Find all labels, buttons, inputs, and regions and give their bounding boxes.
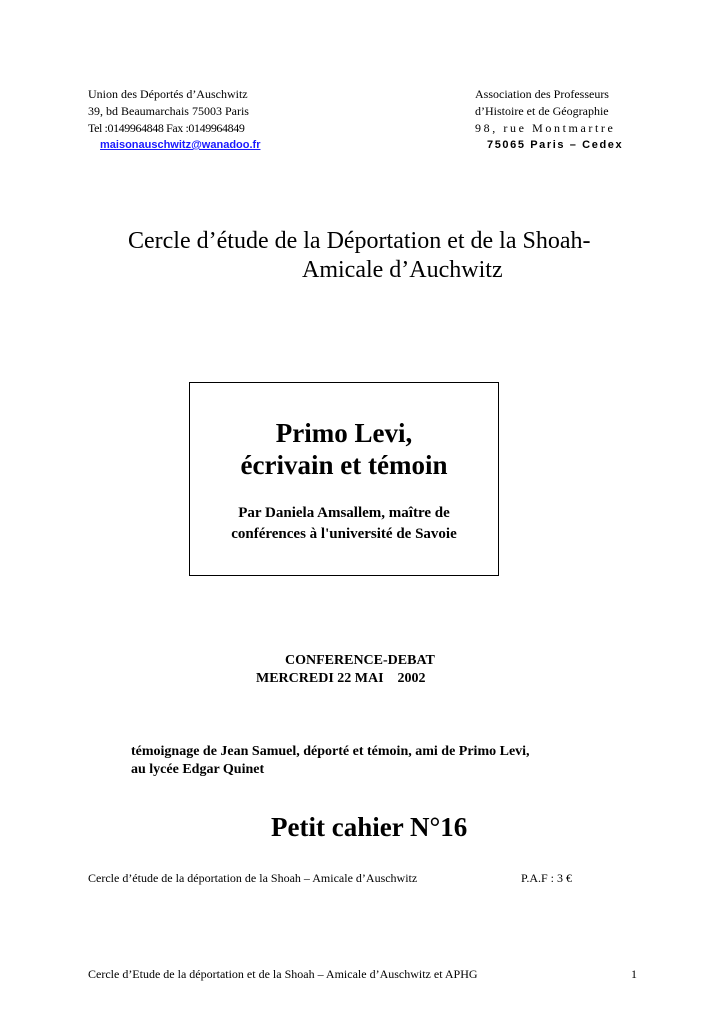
document-title [190, 417, 498, 481]
footer-cercle-line: Cercle d’étude de la déportation de la Shoah – Amicale d’Auschwitz [88, 871, 418, 885]
title-line1: Primo Levi, [275, 418, 413, 448]
conference-date: MERCREDI 22 MAI 2002 [256, 671, 426, 686]
header-left-line2: 39, bd Beaumarchais 75003 Paris [88, 104, 249, 118]
header-right-block [475, 86, 623, 154]
author-credit [190, 503, 498, 545]
title-box [189, 382, 499, 576]
title-line2: écrivain et témoin [240, 450, 448, 480]
temoignage-line2: au lycée Edgar Quinet [131, 762, 265, 777]
header-right-city: 75065 Paris – Cedex [487, 139, 624, 151]
paf-price: P.A.F : 3 € [521, 871, 573, 885]
page-footer: Cercle d’Etude de la déportation et de la Shoah – Amicale d’Auschwitz et APHG [88, 967, 478, 981]
header-left-block [88, 86, 260, 154]
cercle-heading-line2: Amicale d’Auchwitz [302, 257, 503, 283]
page-number: 1 [631, 967, 637, 981]
email-link[interactable]: maisonauschwitz@wanadoo.fr [100, 139, 261, 151]
author-line1: Par Daniela Amsallem, maître de [238, 505, 450, 521]
cercle-heading-line1: Cercle d’étude de la Déportation et de la Shoah- [128, 228, 591, 254]
header-right-address: 98, rue Montmartre [475, 121, 616, 135]
temoignage-line1: témoignage de Jean Samuel, déporté et témoin, ami de Primo Levi, [131, 744, 530, 759]
author-line2: conférences à l'université de Savoie [231, 526, 457, 542]
conference-label: CONFERENCE-DEBAT [285, 653, 435, 668]
cahier-number: Petit cahier N°16 [271, 812, 468, 842]
header-right-line2: d’Histoire et de Géographie [475, 104, 609, 118]
header-left-line1: Union des Déportés d’Auschwitz [88, 87, 248, 101]
header-left-phone-fax: Tel :0149964848 Fax :0149964849 [88, 121, 245, 135]
header-right-line1: Association des Professeurs [475, 87, 609, 101]
